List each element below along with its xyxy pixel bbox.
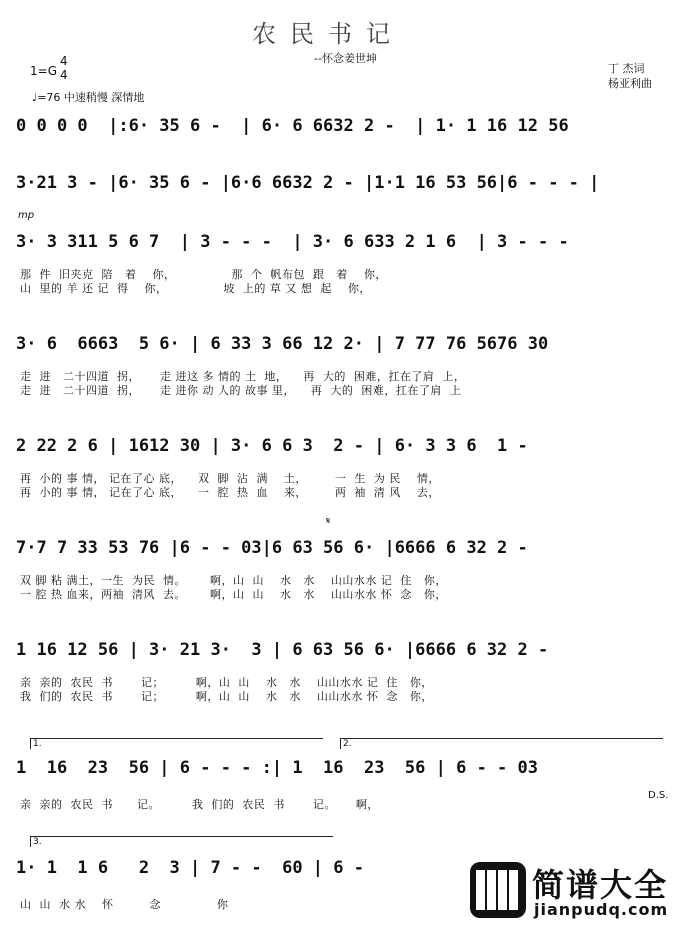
staff-row-6: [16, 530, 666, 601]
notes-row-6: 7·7 7 33 53 76 |6 - - 03|6 63 56 6· |6666 6 32 2 -: [16, 538, 528, 558]
site-logo: [470, 858, 680, 922]
logo-name: 简谱大全: [532, 866, 669, 904]
notes-row-8: 1 16 23 56 | 6 - - - :| 1 16 23 56 | 6 - - 03: [16, 758, 538, 778]
volta-2: 2.: [340, 738, 663, 749]
lyric-row-6-verse1: 双 脚 粘 满土，一生 为民 情。 啊，山 山 水 水 山山水水 记 住 你，: [20, 574, 447, 587]
song-subtitle: --怀念姜世坤: [314, 52, 377, 65]
tempo-marking: ♩=76 中速稍慢 深情地: [32, 91, 145, 104]
lyric-row-3-verse1: 那 件 旧夹克 陪 着 你， 那 个 帆布包 跟 着 你，: [20, 268, 387, 281]
time-signature: [60, 54, 68, 82]
notes-row-9: 1· 1 1 6 2 3 | 7 - - 60 | 6 -: [16, 858, 364, 878]
staff-row-1: [16, 108, 666, 148]
notes-row-1: 0 0 0 0 |:6· 35 6 - | 6· 6 6632 2 - | 1· 1 16 12 56: [16, 116, 569, 136]
lyricist: 丁 杰词: [608, 62, 645, 75]
volta-3: 3.: [30, 836, 333, 847]
lyric-row-7-verse1: 亲 亲的 农民 书 记； 啊，山 山 水 水 山山水水 记 住 你，: [20, 676, 433, 689]
notes-row-2: 3·21 3 - |6· 35 6 - |6·6 6632 2 - |1·1 16 53 56|6 - - - |: [16, 173, 600, 193]
segno-mark: 𝄋: [326, 516, 331, 527]
notes-row-5: 2 22 2 6 | 1612 30 | 3· 6 6 3 2 - | 6· 3 3 6 1 -: [16, 436, 528, 456]
staff-row-2: [16, 165, 666, 205]
volta-1: 1.: [30, 738, 323, 749]
lyric-row-4-verse1: 走 进 二十四道 拐， 走 进这 多 情的 土 地， 再 大的 困难，扛在了肩 上，: [20, 370, 466, 383]
song-title: 农民书记: [252, 20, 404, 48]
lyric-row-6-verse2: 一 腔 热 血来，两袖 清风 去。 啊，山 山 水 水 山山水水 怀 念 你，: [20, 588, 447, 601]
piano-icon: [470, 862, 526, 918]
lyric-row-3-verse2: 山 里的 羊 还 记 得 你， 坡 上的 草 又 想 起 你，: [20, 282, 371, 295]
staff-row-4: [16, 326, 666, 397]
lyric-row-8: 亲 亲的 农民 书 记。 我 们的 农民 书 记。 啊，: [20, 798, 379, 811]
notes-row-7: 1 16 12 56 | 3· 21 3· 3 | 6 63 56 6· |6666 6 32 2 -: [16, 640, 549, 660]
composer: 杨亚利曲: [608, 77, 652, 90]
lyric-row-4-verse2: 走 进 二十四道 拐， 走 进你 动 人的 故事 里， 再 大的 困难，扛在了肩 上: [20, 384, 462, 397]
logo-url: jianpudq.com: [534, 900, 669, 919]
notes-row-3: 3· 3 311 5 6 7 | 3 - - - | 3· 6 633 2 1 6 | 3 - - -: [16, 232, 569, 252]
time-top: 4: [60, 54, 68, 68]
lyric-row-5-verse2: 再 小的 事 情， 记在了心 底， 一 腔 热 血 来， 两 袖 清 风 去，: [20, 486, 440, 499]
dynamic-mark: mp: [18, 210, 35, 221]
staff-row-7: [16, 632, 666, 703]
lyric-row-9: 山 山 水 水 怀 念 你: [20, 898, 229, 911]
lyric-row-7-verse2: 我 们的 农民 书 记； 啊，山 山 水 水 山山水水 怀 念 你，: [20, 690, 433, 703]
staff-row-5: [16, 428, 666, 499]
staff-row-3: [16, 224, 666, 295]
time-bottom: 4: [60, 68, 68, 82]
credits: [608, 61, 652, 91]
ds-mark: D.S.: [648, 790, 669, 801]
notes-row-4: 3· 6 6663 5 6· | 6 33 3 66 12 2· | 7 77 76 5676 30: [16, 334, 549, 354]
lyric-row-5-verse1: 再 小的 事 情， 记在了心 底， 双 脚 沾 满 土， 一 生 为 民 情，: [20, 472, 440, 485]
key-signature: 1=G: [30, 64, 57, 78]
